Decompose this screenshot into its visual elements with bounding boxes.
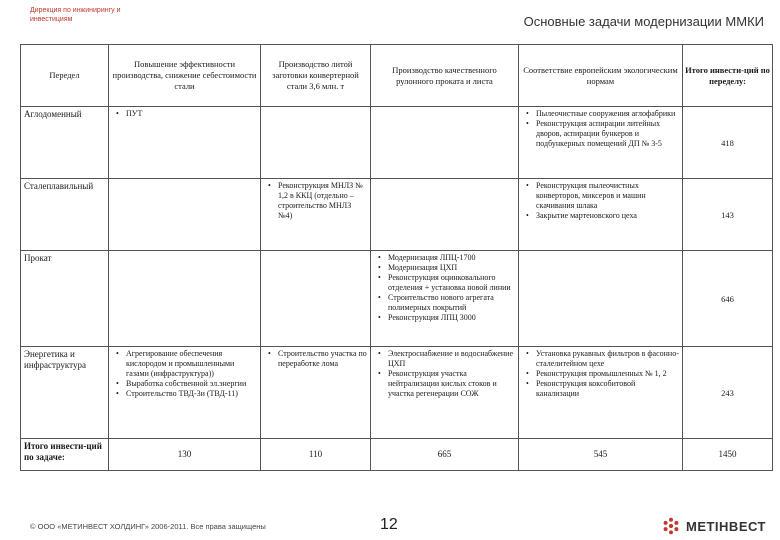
- bullet-list: [374, 349, 515, 399]
- row-total: 418: [683, 107, 773, 179]
- table-row: [21, 347, 773, 439]
- page-number: 12: [380, 516, 398, 533]
- row-col1: [109, 179, 261, 251]
- row-col3: [371, 251, 519, 347]
- row-col4: [519, 107, 683, 179]
- bullet-item: • Установка рукавных фильтров в фасонно-сталелитейном цехе: [536, 349, 679, 369]
- bullet-item: • Реконструкция ЛПЦ 3000: [388, 313, 515, 323]
- row-name: Прокат: [21, 251, 109, 347]
- row-total: 243: [683, 347, 773, 439]
- table-row: [21, 251, 773, 347]
- slide-title: Основные задачи модернизации ММКИ: [523, 14, 764, 29]
- bullet-item: • Выработка собственной эл.энергии: [126, 379, 257, 389]
- bullet-list: [112, 109, 257, 119]
- row-total: 646: [683, 251, 773, 347]
- row-name: Энергетика и инфраструктура: [21, 347, 109, 439]
- header-col2: Производство литой заготовки конвертерной стали 3,6 млн. т: [261, 45, 371, 107]
- tasks-table-container: [20, 44, 772, 471]
- table-body: [21, 107, 773, 471]
- row-col2: [261, 347, 371, 439]
- row-col1: [109, 107, 261, 179]
- bullet-item: • Строительство участка по переработке лома: [278, 349, 367, 369]
- bullet-item: • Реконструкция участка нейтрализации кислых стоков и участка регенерации СОЖ: [388, 369, 515, 399]
- row-col1: [109, 251, 261, 347]
- table-row: [21, 179, 773, 251]
- bullet-item: • Электроснабжение и водоснабжение ЦХП: [388, 349, 515, 369]
- row-col2: [261, 251, 371, 347]
- bullet-list: [522, 109, 679, 149]
- bullet-item: • Строительство нового агрегата полимерных покрытий: [388, 293, 515, 313]
- bullet-item: • Строительство ТВД-3и (ТВД-11): [126, 389, 257, 399]
- row-col3: [371, 347, 519, 439]
- footer: [0, 514, 780, 540]
- totals-col4: 545: [519, 439, 683, 471]
- header-col1: Повышение эффективности производства, снижение себестоимости стали: [109, 45, 261, 107]
- org-label-line1: Дирекция по инжинирингу и: [30, 7, 121, 14]
- company-logo: [662, 517, 766, 535]
- bullet-list: [522, 349, 679, 399]
- bullet-item: • ПУТ: [126, 109, 257, 119]
- row-total: 143: [683, 179, 773, 251]
- totals-row: [21, 439, 773, 471]
- totals-col1: 130: [109, 439, 261, 471]
- bullet-item: • Закрытие мартеновского цеха: [536, 211, 679, 221]
- row-col4: [519, 251, 683, 347]
- bullet-item: • Реконструкция МНЛЗ № 1,2 в ККЦ (отдельно – строительство МНЛЗ №4): [278, 181, 367, 221]
- row-name: Аглодоменный: [21, 107, 109, 179]
- bullet-list: [522, 181, 679, 221]
- logo-text: МЕТІНВЕСТ: [685, 518, 766, 534]
- bullet-item: • Реконструкция коксобитовой канализации: [536, 379, 679, 399]
- row-col3: [371, 107, 519, 179]
- bullet-list: [112, 349, 257, 399]
- bullet-item: • Реконструкция аспирации литейных дворов, аспирации бункеров и подбункерных помещений ДП № 3-5: [536, 119, 679, 149]
- org-label-line2: инвестициям: [30, 16, 73, 23]
- row-col4: [519, 347, 683, 439]
- header-total: Итого инвести-ций по переделу:: [683, 45, 773, 107]
- totals-col3: 665: [371, 439, 519, 471]
- totals-total: 1450: [683, 439, 773, 471]
- header-col3: Производство качественного рулонного проката и листа: [371, 45, 519, 107]
- table-row: [21, 107, 773, 179]
- bullet-item: • Агрегирование обеспечения кислородом и промышленными газами (инфраструктура)): [126, 349, 257, 379]
- bullet-item: • Модернизация ЦХП: [388, 263, 515, 273]
- header-col4: Соответствие европейским экологическим нормам: [519, 45, 683, 107]
- totals-col2: 110: [261, 439, 371, 471]
- bullet-list: [264, 181, 367, 221]
- bullet-item: • Модернизация ЛПЦ-1700: [388, 253, 515, 263]
- row-col2: [261, 107, 371, 179]
- bullet-item: • Пылеочистные сооружения аглофабрики: [536, 109, 679, 119]
- tasks-table: [20, 44, 773, 471]
- copyright: © ООО «МЕТИНВЕСТ ХОЛДИНГ» 2006-2011. Все права защищены: [30, 522, 266, 531]
- bullet-item: • Реконструкция оцинковального отделения + установка новой линии: [388, 273, 515, 293]
- bullet-list: [374, 253, 515, 323]
- totals-label: Итого инвести-ций по задаче:: [21, 439, 109, 471]
- row-col4: [519, 179, 683, 251]
- bullet-item: • Реконструкция пылеочистных конверторов, миксеров и машин скачивания шлака: [536, 181, 679, 211]
- metinvest-logo-icon: [662, 517, 680, 535]
- org-label: [30, 6, 160, 24]
- row-name: Сталеплавильный: [21, 179, 109, 251]
- bullet-item: • Реконструкция промышленных № 1, 2: [536, 369, 679, 379]
- bullet-list: [264, 349, 367, 369]
- row-col1: [109, 347, 261, 439]
- header-division: Передел: [21, 45, 109, 107]
- row-col2: [261, 179, 371, 251]
- row-col3: [371, 179, 519, 251]
